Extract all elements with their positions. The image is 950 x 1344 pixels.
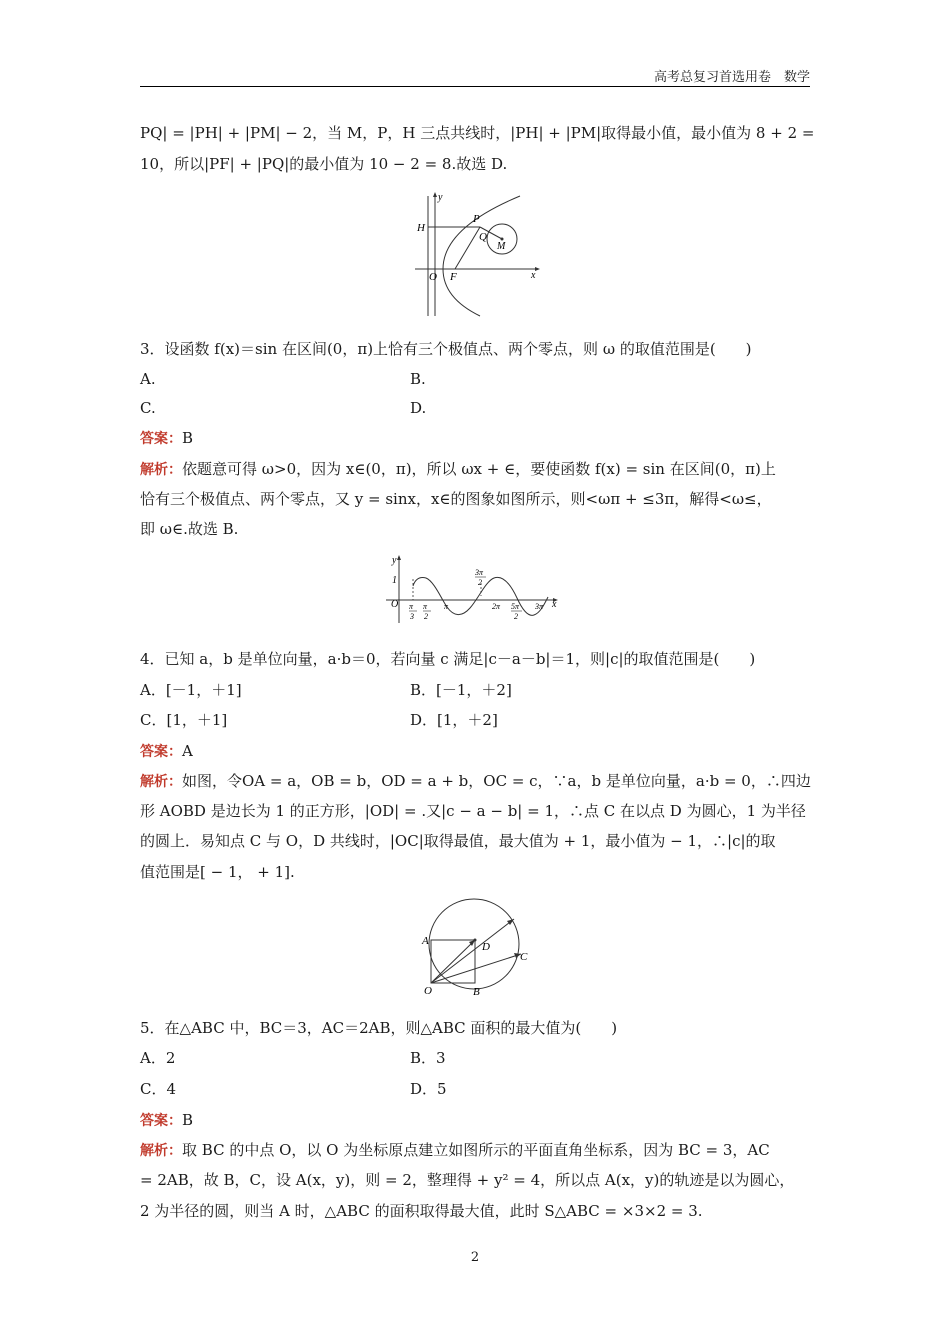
q4-option-a: A．[－1，＋1] bbox=[140, 681, 242, 699]
tick-2pi: 2π bbox=[492, 602, 501, 611]
tick-5pi2-num: 5π bbox=[511, 602, 520, 611]
label-h: H bbox=[417, 222, 425, 234]
tick-3pi2-den: 2 bbox=[478, 578, 482, 587]
q3-stem: 3．设函数 f(x)＝sin 在区间(0，π)上恰有三个极值点、两个零点，则 ω 的取值范围是( ) bbox=[140, 340, 752, 358]
q5-option-c: C．4 bbox=[140, 1080, 177, 1098]
q5-analysis-line-2: = 2AB，故 B，C，设 A(x，y)，则 = 2，整理得 + y² = 4，所以点 A(x，y)的轨迹是以为圆心， bbox=[140, 1171, 795, 1189]
continuation-line-2: 10，所以|PF| + |PQ|的最小值为 10 − 2 = 8.故选 D. bbox=[140, 155, 508, 173]
answer-value: B bbox=[182, 429, 194, 447]
q4-analysis-line-2: 形 AOBD 是边长为 1 的正方形，|OD| = .又|c − a − b| = 1，∴点 C 在以点 D 为圆心，1 为半径 bbox=[140, 802, 806, 820]
q5-analysis-line-3: 2 为半径的圆，则当 A 时，△ABC 的面积取得最大值，此时 S△ABC = ×3×2 = 3. bbox=[140, 1202, 703, 1220]
analysis-text: 如图，令OA = a，OB = b，OD = a + b，OC = c，∵a，b 是单位向量，a·b = 0，∴四边 bbox=[182, 772, 811, 790]
q3-analysis-line-3: 即 ω∈.故选 B. bbox=[140, 520, 239, 538]
analysis-text: 取 BC 的中点 O，以 O 为坐标原点建立如图所示的平面直角坐标系，因为 BC = 3，AC bbox=[182, 1141, 770, 1159]
label-a: A bbox=[422, 935, 429, 947]
q3-option-b: B. bbox=[410, 370, 426, 388]
tick-3pi: 3π bbox=[535, 602, 544, 611]
tick-pi: π bbox=[444, 602, 449, 611]
q4-option-d: D．[1，＋2] bbox=[410, 711, 498, 729]
answer-value: B bbox=[182, 1111, 194, 1129]
label-p: P bbox=[473, 213, 480, 225]
vector-od bbox=[431, 940, 475, 983]
tick-pi3-den: 3 bbox=[410, 612, 414, 621]
label-d: D bbox=[482, 941, 490, 953]
q3-analysis-line-2: 恰有三个极值点、两个零点，又 y = sinx，x∈的图象如图所示，则<ωπ + ≤3π，解得<ω≤， bbox=[140, 490, 772, 508]
q5-option-d: D．5 bbox=[410, 1080, 447, 1098]
tick-pi3-num: π bbox=[409, 602, 414, 611]
q5-analysis-line-1 bbox=[140, 1139, 812, 1162]
q3-option-c: C. bbox=[140, 399, 156, 417]
label-q: Q bbox=[479, 231, 487, 243]
point-d bbox=[474, 939, 477, 942]
label-y: y bbox=[392, 555, 397, 566]
tick-5pi2-den: 2 bbox=[514, 612, 518, 621]
vector-oc bbox=[431, 919, 514, 983]
page-header: 高考总复习首选用卷 数学 bbox=[140, 66, 810, 87]
sine-figure bbox=[382, 553, 562, 625]
q4-analysis-line-4: 值范围是[ − 1， + 1]. bbox=[140, 863, 295, 881]
answer-value: A bbox=[182, 742, 193, 760]
page-number: 2 bbox=[470, 1250, 480, 1265]
parabola-curve bbox=[443, 196, 520, 316]
y-axis-arrow bbox=[397, 555, 401, 560]
label-x: x bbox=[531, 270, 536, 281]
q3-option-d: D. bbox=[410, 399, 427, 417]
q5-answer bbox=[140, 1109, 812, 1132]
continuation-line-1: PQ| = |PH| + |PM| − 2，当 M，P，H 三点共线时，|PH| + |PM|取得最小值，最小值为 8 + 2 = bbox=[140, 124, 815, 142]
vector-square-figure bbox=[418, 896, 533, 1000]
tick-pi2-den: 2 bbox=[424, 612, 428, 621]
tick-pi2-num: π bbox=[423, 602, 428, 611]
answer-label: 答案： bbox=[140, 744, 182, 760]
label-o: O bbox=[391, 599, 399, 610]
tick-3pi2-num: 3π bbox=[475, 568, 484, 577]
label-x: x bbox=[552, 599, 557, 610]
q3-analysis-line-1 bbox=[140, 458, 812, 481]
analysis-text: 依题意可得 ω>0，因为 x∈(0，π)，所以 ωx + ∈，要使函数 f(x) = sin 在区间(0，π)上 bbox=[182, 460, 776, 478]
label-f: F bbox=[450, 271, 457, 283]
label-o: O bbox=[424, 985, 432, 997]
q3-option-a: A. bbox=[140, 370, 156, 388]
q4-option-c: C．[1，＋1] bbox=[140, 711, 228, 729]
label-y: y bbox=[438, 192, 443, 203]
analysis-label: 解析： bbox=[140, 1143, 182, 1159]
q4-answer bbox=[140, 740, 812, 763]
x-axis-arrow bbox=[535, 267, 540, 271]
q5-option-a: A．2 bbox=[140, 1049, 176, 1067]
parabola-figure bbox=[410, 188, 544, 318]
label-c: C bbox=[520, 951, 528, 963]
q3-answer bbox=[140, 427, 812, 450]
q5-option-b: B．3 bbox=[410, 1049, 446, 1067]
answer-label: 答案： bbox=[140, 431, 182, 447]
q4-stem: 4．已知 a，b 是单位向量，a·b＝0，若向量 c 满足|c－a－b|＝1，则|c|的取值范围是( ) bbox=[140, 650, 756, 668]
vector-oc-alt bbox=[431, 954, 521, 983]
q4-analysis-line-3: 的圆上．易知点 C 与 O，D 共线时，|OC|取得最值，最大值为 + 1，最小值为 − 1，∴|c|的取 bbox=[140, 832, 776, 850]
analysis-label: 解析： bbox=[140, 462, 182, 478]
analysis-label: 解析： bbox=[140, 774, 182, 790]
circle-d bbox=[429, 899, 519, 989]
q5-stem: 5．在△ABC 中，BC＝3，AC＝2AB，则△ABC 面积的最大值为( ) bbox=[140, 1019, 618, 1037]
q4-option-b: B．[－1，＋2] bbox=[410, 681, 512, 699]
answer-label: 答案： bbox=[140, 1113, 182, 1129]
label-o: O bbox=[429, 271, 437, 283]
q4-analysis-line-1 bbox=[140, 770, 812, 793]
label-one: 1 bbox=[392, 575, 397, 586]
label-b: B bbox=[473, 986, 480, 998]
label-m: M bbox=[497, 241, 506, 252]
y-axis-arrow bbox=[433, 192, 437, 197]
